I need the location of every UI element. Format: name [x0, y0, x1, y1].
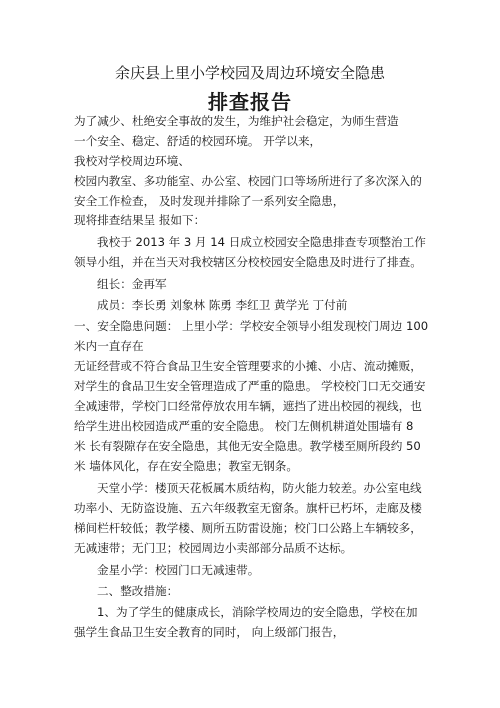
- paragraph-line: 米 墙体风化，存在安全隐患；教室无钢条。: [74, 459, 298, 473]
- paragraph-line: 安全工作检查， 及时发现并排除了一系列安全隐患，: [74, 194, 345, 208]
- section-heading-line: 二、整改措施：: [97, 584, 179, 598]
- paragraph-line: 校园内教室、多功能室、办公室、校园门口等场所进行了多次深入的: [74, 174, 422, 188]
- report-title-line-2: 排查报告: [208, 90, 292, 114]
- paragraph-line: 对学生的食品卫生安全管理造成了严重的隐患。 学校校门口无交通安: [74, 379, 426, 393]
- paragraph-line: 我校于 2013 年 3 月 14 日成立校园安全隐患排查专项整治工作: [97, 235, 426, 249]
- section-heading-line: 一、安全隐患问题： 上里小学：学校安全领导小组发现校门周边 100: [74, 319, 429, 333]
- report-title-line-1: 余庆县上里小学校园及周边环境安全隐患: [114, 64, 385, 82]
- paragraph-line: 功率小、无防盗设施、五六年级教室无窗条。旗杆已朽坏，走廊及楼: [74, 501, 422, 515]
- paragraph-line: 无减速带；无门卫；校园周边小卖部部分品质不达标。: [74, 541, 353, 555]
- paragraph-line: 梯间栏杆较低；教学楼、厕所五防雷设施；校门口公路上车辆较多，: [74, 521, 422, 535]
- paragraph-line: 1、为了学生的健康成长，消除学校周边的安全隐患，学校在加: [97, 605, 418, 619]
- paragraph-line: 米 长有裂隙存在安全隐患，其他无安全隐患。教学楼至厕所段约 50: [74, 439, 421, 453]
- paragraph-line: 我校对学校周边环境、: [74, 154, 190, 168]
- paragraph-line: 强学生食品卫生安全教育的同时， 向上级部门报告，: [74, 625, 345, 639]
- paragraph-line: 给学生进出校园造成严重的安全隐患。 校门左侧机耕道处围墙有 8: [74, 419, 414, 433]
- paragraph-line: 现将排查结果呈 报如下：: [74, 213, 206, 227]
- group-members-line: 成员：李长勇 刘象林 陈勇 李红卫 黄学光 丁付前: [97, 298, 348, 312]
- group-leader-line: 组长：金再军: [97, 277, 167, 291]
- paragraph-line: 天堂小学：楼顶天花板属木质结构，防火能力较差。办公室电线: [97, 481, 422, 495]
- paragraph-line: 领导小组，并在当天对我校辖区分校校园安全隐患及时进行了排查。: [74, 255, 422, 269]
- paragraph-line: 无证经营或不符合食品卫生安全管理要求的小摊、小店、流动摊贩，: [74, 359, 422, 373]
- paragraph-line: 米内一直存在: [74, 339, 144, 353]
- paragraph-line: 一个安全、稳定、舒适的校园环境。 开学以来，: [74, 134, 322, 148]
- paragraph-line: 全减速带，学校门口经常停放农用车辆，遮挡了进出校园的视线，也: [74, 399, 422, 413]
- paragraph-line: 为了减少、杜绝安全事故的发生，为维护社会稳定，为师生营造: [74, 114, 399, 128]
- paragraph-line: 金星小学：校园门口无减速带。: [97, 563, 260, 577]
